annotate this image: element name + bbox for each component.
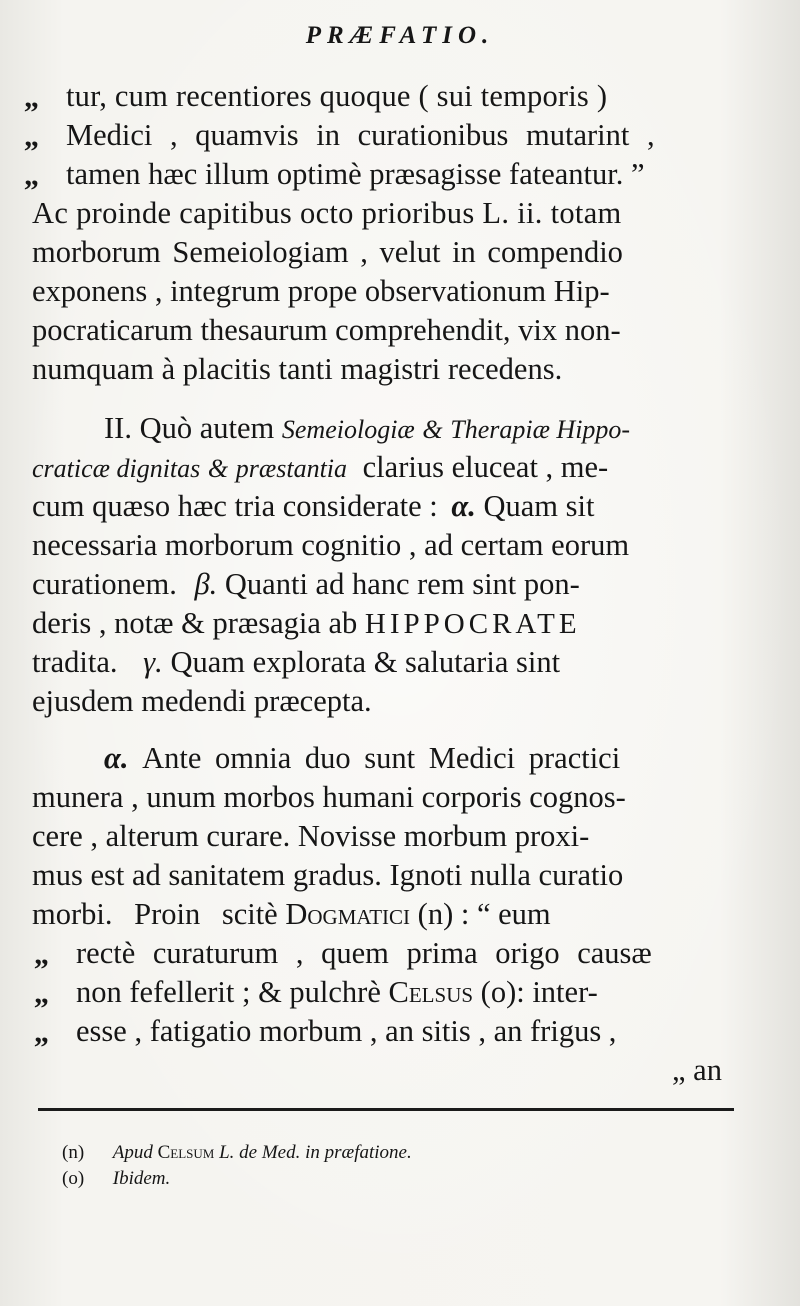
quote-mark: „ — [24, 159, 39, 192]
text-line: curationem. β. Quanti ad hanc rem sint pon- — [32, 567, 580, 601]
text-line: non fefellerit ; & pulchrè Celsus (o): inter- — [76, 975, 598, 1009]
section-number: II. — [104, 411, 132, 445]
text-line: deris , notæ & præsagia ab HIPPOCRATE — [32, 606, 581, 640]
text-line: rectè curaturum , quem prima origo causæ — [76, 936, 652, 970]
text-line: α. Ante omnia duo sunt Medici practici — [104, 741, 621, 775]
text-line: ejusdem medendi præcepta. — [32, 684, 372, 718]
quote-mark: „ — [34, 938, 49, 971]
text-line: cere , alterum curare. Novisse morbum proxi- — [32, 819, 590, 853]
quote-mark: „ — [34, 977, 49, 1010]
text-line: tur, cum recentiores quoque ( sui temporis ) — [66, 79, 608, 113]
footnote: (o) Ibidem. — [62, 1166, 170, 1192]
text-line: Medici , quamvis in curationibus mutarint , — [66, 118, 655, 152]
running-head: PRÆFATIO. — [305, 22, 495, 49]
footnote-mark: (o) — [62, 1168, 85, 1189]
quote-mark: „ — [34, 1016, 49, 1049]
text-line: II. Quò autem Semeiologiæ & Therapiæ Hippo- — [104, 411, 631, 445]
footnote-mark: (n) — [62, 1142, 85, 1163]
text-line: morbi. Proin scitè Dogmatici (n) : “ eum — [32, 897, 551, 931]
text-line: Ac proinde capitibus octo prioribus L. ii. totam — [32, 196, 622, 230]
text-line: munera , unum morbos humani corporis cognos- — [32, 780, 626, 814]
text-line: tradita. γ. Quam explorata & salutaria sint — [32, 645, 561, 679]
author-name: Dogmatici — [285, 897, 411, 931]
text-line: tamen hæc illum optimè præsagisse fateantur. ” — [66, 157, 645, 191]
text-line: morborum Semeiologiam , velut in compendio — [32, 235, 623, 269]
text-line: esse , fatigatio morbum , an sitis , an frigus , — [76, 1014, 617, 1048]
author-name: Celsus — [388, 975, 474, 1009]
text-line: necessaria morborum cognitio , ad certam eorum — [32, 528, 630, 562]
quote-mark: „ — [24, 120, 39, 153]
text-line: exponens , integrum prope observationum Hip- — [32, 274, 610, 308]
text-line: pocraticarum thesaurum comprehendit, vix non- — [32, 313, 621, 347]
text-line: cum quæso hæc tria considerate : α. Quam sit — [32, 489, 595, 523]
quote-mark: „ — [24, 81, 39, 114]
catchword: „ an — [672, 1053, 722, 1087]
text-line: craticæ dignitas & præstantia clarius eluceat , me- — [32, 450, 609, 484]
text-line: mus est ad sanitatem gradus. Ignoti nulla curatio — [32, 858, 624, 892]
footnote-rule — [38, 1108, 734, 1111]
footnote: (n) Apud Celsum L. de Med. in præfatione. — [62, 1140, 412, 1166]
text-line: numquam à placitis tanti magistri recedens. — [32, 352, 563, 386]
